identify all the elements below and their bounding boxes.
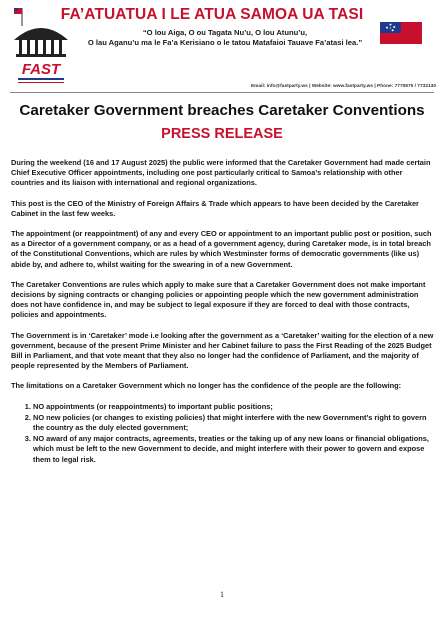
paragraph: This post is the CEO of the Ministry of Foreign Affairs & Trade which appears to have been decided by the Caretaker Cabinet in the last few weeks. bbox=[11, 198, 419, 218]
motto-line-2: O lau Aganu’u ma le Fa’a Kerisiano o le tatou Matafaioi Tauave Fa’atasi lea.” bbox=[87, 38, 363, 47]
logo-text: FAST bbox=[21, 61, 61, 78]
paragraph: The limitations on a Caretaker Government which no longer has the confidence of the people are the following: bbox=[11, 381, 402, 391]
list-item: 1. NO appointments (or reappointments) to important public positions; bbox=[33, 402, 436, 412]
paragraph: The Caretaker Conventions are rules which apply to make sure that a Caretaker Government does not make important decisions by signing contracts or changing policies or appointing people which the new government administration does not have confidence in, and may be subject to legal exposure if they are forced to deal with those contracts, policies and appointments. bbox=[11, 279, 426, 320]
contact-details: Email: info@fastparty.ws | Website: www.fastparty.ws | Phone: 7770875 / 7732130 bbox=[250, 84, 436, 89]
paragraph: The appointment (or reappointment) of any and every CEO or appointment to an important public post or position, such as a Director of a government company, or as a head of a government agency, during Caretaker mode, is in total breach of the Constitutional Conventions, which are rules by which Westminster forms of democratic governments (like us) abide by, and adhere to, whilst waiting for the swearing in of a new Government. bbox=[11, 229, 432, 269]
party-name: FA’ATUATUA I LE ATUA SAMOA UA TASI bbox=[60, 6, 364, 23]
list-item: 2. NO new policies (or changes to existing policies) that might interfere with the new Government’s right to govern the country as the duly elected government; bbox=[33, 413, 436, 433]
limitations-list bbox=[11, 402, 436, 465]
document-title: Caretaker Government breaches Caretaker Conventions bbox=[19, 102, 425, 119]
letterhead bbox=[0, 0, 444, 96]
motto-line-1: “O lou Aiga, O ou Tagata Nu’u, O lou Atunu’u, bbox=[142, 28, 308, 37]
party-motto bbox=[60, 28, 390, 48]
header-divider bbox=[10, 92, 434, 93]
list-item: 3. NO award of any major contracts, agreements, treaties or the taking up of any new loans or financial obligations, which must be left to the new Government to decide, and might interfere with their power to govern and expose them to legal risk. bbox=[33, 434, 436, 465]
paragraph: During the weekend (16 and 17 August 2025) the public were informed that the Caretaker Government had made certain Chief Executive Officer appointments, including one post particularly critical to Samoa’s relationship with other countries and its liaison with international and regional organizations. bbox=[11, 158, 431, 188]
press-release-heading: PRESS RELEASE bbox=[161, 126, 283, 142]
page-number: 1 bbox=[220, 590, 224, 599]
paragraph: The Government is in ‘Caretaker’ mode i.e looking after the government as a ‘Caretaker’ waiting for the election of a new government, because of the present Prime Minister and her Cabinet failure to pass the First Reading of the 2025 Budget Bill in Parliament, and that vote meant that they also no longer had the confidence of Parliament, and the majority of people represented by the Members of Parliament. bbox=[11, 330, 434, 371]
samoa-flag-icon bbox=[380, 22, 422, 44]
document-body bbox=[11, 158, 436, 466]
